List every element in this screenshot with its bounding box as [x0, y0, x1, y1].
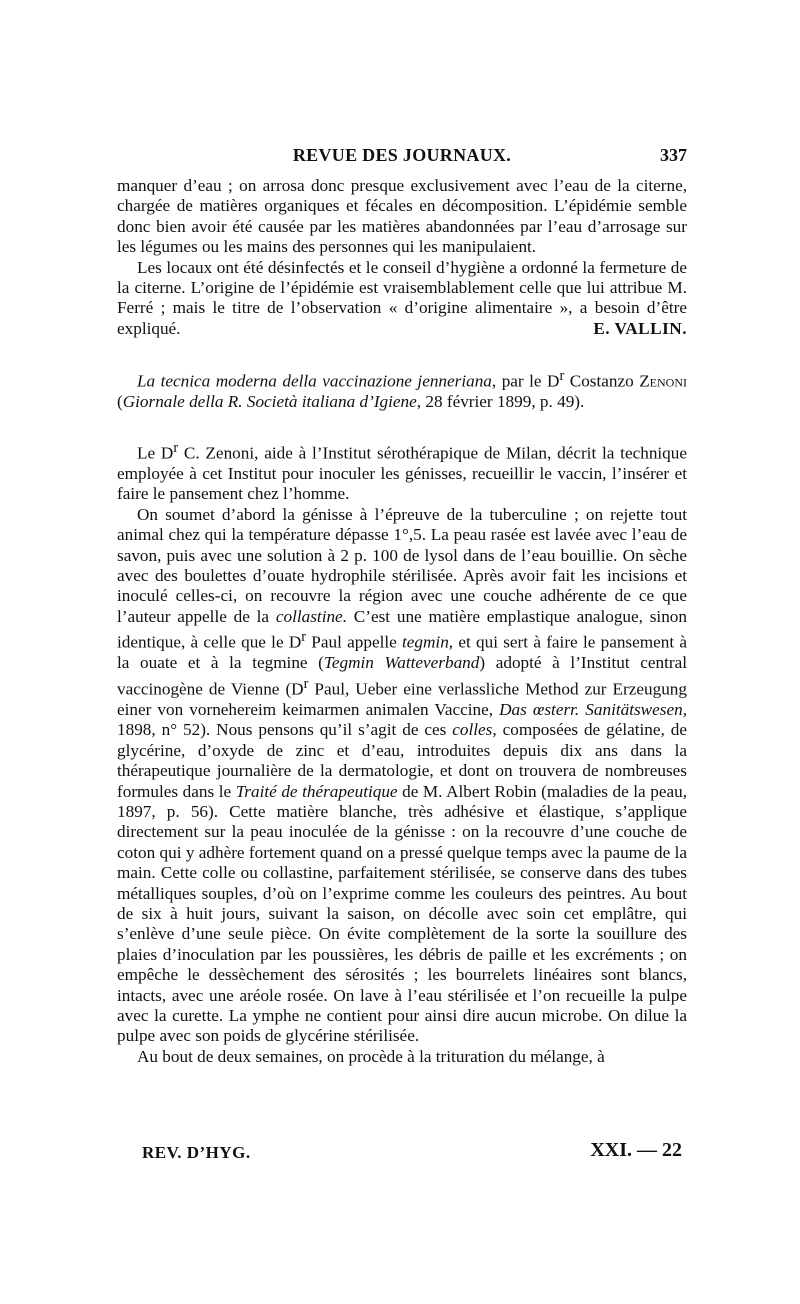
paragraph-text: Le D	[137, 443, 174, 463]
author-name: Zenoni	[639, 371, 688, 391]
paragraph	[117, 438, 687, 505]
paragraph-text: 1898, n° 52). Nous pensons qu’il s’agit de ces	[117, 720, 453, 740]
paragraph-text: Les locaux ont été désinfectés et le conseil d’hygiène a ordonné la fermeture de la citerne. L’origine de l’épidémie est vraisemblablement celle que lui attribue M. Ferré ; mais le titre de l’observation « d’origine alimentaire », a besoin d’être expliqué.	[117, 257, 687, 338]
italic-term: colles,	[452, 720, 497, 740]
paragraph	[117, 258, 687, 340]
page-footer	[142, 1139, 682, 1169]
page-body	[117, 176, 687, 1067]
paragraph: manquer d’eau ; on arrosa donc presque exclusivement avec l’eau de la citerne, chargée de matières organiques et fécales en décomposition. L’épidémie semble donc bien avoir été causée par les matières abandonnées par l’eau d’arrosage sur les légumes ou les mains des personnes qui les manipulaient.	[117, 176, 687, 257]
paragraph: Au bout de deux semaines, on procède à la trituration du mélange, à	[137, 1046, 605, 1066]
italic-term: Das œsterr. Sanitätswesen,	[499, 699, 687, 719]
italic-term: tegmin,	[402, 632, 454, 652]
superscript: r	[173, 439, 179, 456]
paragraph-text: On soumet d’abord la génisse à l’épreuve de la tuberculine ; on rejette tout animal chez qui la température dépasse 1°,5. La peau rasée est lavée avec l’eau de savon, puis avec une solution à 2 p. 100 de lysol dans de l’eau bouillie. On sèche avec des boulettes d’ouate hydrophile stérilisée. Après avoir fait les incisions et inoculé celles-ci, on recouvre la région avec une couche adhérente de ce que l’auteur appelle de la	[117, 504, 687, 626]
reference-text: (	[117, 392, 123, 412]
paragraph-text: C. Zenoni, aide à l’Institut sérothérapique de Milan, décrit la technique employée à cet Institut pour inoculer les génisses, recueillir le vaccin, l’insérer et faire le pansement chez l’homme.	[117, 443, 687, 504]
superscript: r	[301, 629, 307, 646]
paragraph-text: ) adopté à l’Institut central vaccinogène de Vienne (D	[117, 653, 687, 699]
superscript: r	[559, 368, 565, 385]
paragraph-text: C’est une matière emplastique analogue, sinon identique, à celle que le D	[117, 606, 687, 652]
reference-text: , 28 février 1899, p. 49).	[416, 392, 585, 412]
reference-text: , par le D	[491, 371, 560, 391]
author-signature: E. VALLIN.	[593, 318, 687, 338]
paragraph-text: Paul appelle	[306, 632, 403, 652]
superscript: r	[303, 675, 309, 692]
paragraph-text: et qui sert à faire le pansement à la ouate et à la tegmine (	[117, 632, 688, 673]
italic-term: Tegmin Watteverband	[323, 653, 480, 673]
running-header	[117, 145, 687, 171]
journal-title: Giornale della R. Società italiana d’Igiene	[122, 392, 417, 412]
paragraph-text: composées de gélatine, de glycérine, d’oxyde de zinc et d’eau, introduites depuis dix ans dans la thérapeutique journalière de la dermatologie, et dont on trouvera de nombreuses formules dans le	[117, 720, 687, 801]
paragraph-text: Paul, Ueber eine verlassliche Method zur Erzeugung einer von vornehereim keimarmen animalen Vaccine,	[117, 679, 687, 719]
paragraph	[117, 505, 687, 1047]
paragraph-text: de M. Albert Robin (maladies de la peau, 1897, p. 56). Cette matière blanche, très adhésive et élastique, s’applique directement sur la peau inoculée de la génisse : on la recouvre d’une couche de coton qui y adhère fortement quand on a pressé quelque temps avec la paume de la main. Cette colle ou collastine, parfaitement stérilisée, se conserve dans des tubes métalliques souples, d’où on l’exprime comme les couleurs des peintres. Au bout de six à huit jours, suivant la saison, on décolle avec soin cet emplâtre, qui s’enlève d’une seule pièce. On évite complètement de la sorte la souillure des plaies d’inoculation par les poussières, les débris de paille et les excréments ; on empêche le dessèchement des sérosités ; les bourrelets linéaires sont blancs, intacts, avec une aréole rosée. On lave à l’eau stérilisée et l’on recueille la pulpe avec la curette. La ymphe ne contient pour ainsi dire aucun microbe. On dilue la pulpe avec son poids de glycérine stérilisée.	[117, 781, 687, 1046]
article-title: La tecnica moderna della vaccinazione jenneriana	[137, 371, 492, 391]
bibliographic-reference	[117, 366, 687, 413]
running-title: REVUE DES JOURNAUX.	[292, 145, 512, 165]
reference-text: Costanzo	[564, 371, 640, 391]
page-number: 337	[660, 145, 687, 165]
italic-term: Traité de thérapeutique	[235, 781, 398, 801]
signature-mark: REV. D’HYG.	[142, 1143, 251, 1162]
volume-sheet-number: XXI. — 22	[590, 1139, 682, 1161]
italic-term: collastine.	[275, 606, 347, 626]
